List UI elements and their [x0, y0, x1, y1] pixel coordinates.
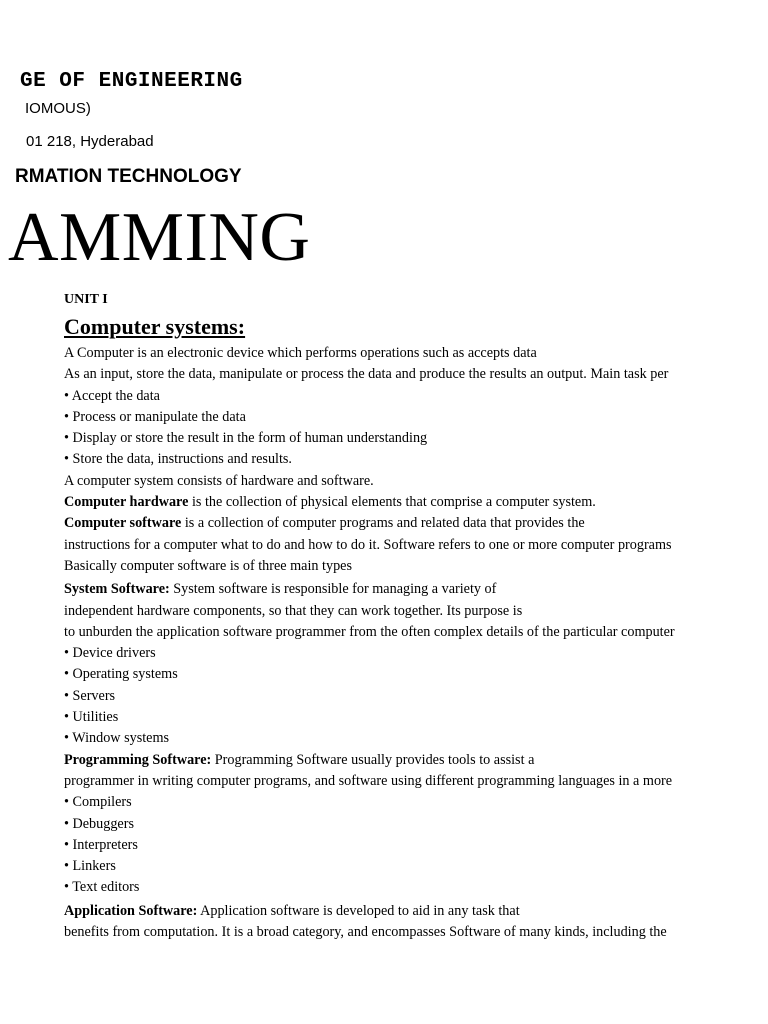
task-item: • Display or store the result in the form of human understanding	[64, 430, 428, 447]
intro-line-2: As an input, store the data, manipulate or process the data and produce the results an output. Main task per	[64, 366, 669, 383]
software-line-3: Basically computer software is of three main types	[64, 557, 352, 574]
system-software-paragraph	[64, 579, 704, 600]
section-heading: Computer systems:	[64, 314, 246, 339]
task-item: • Process or manipulate the data	[64, 408, 246, 425]
system-software-item: • Operating systems	[64, 666, 178, 683]
application-software-term: Application Software:	[64, 902, 198, 919]
hardware-term: Computer hardware	[64, 494, 189, 511]
autonomous-label: IOMOUS)	[25, 100, 91, 117]
college-name: GE OF ENGINEERING	[20, 70, 243, 93]
unit-label: UNIT I	[64, 292, 108, 307]
programming-software-item: • Compilers	[64, 794, 132, 811]
college-address: 01 218, Hyderabad	[26, 133, 154, 150]
hardware-paragraph	[64, 492, 704, 513]
system-software-item: • Servers	[64, 687, 116, 704]
system-software-text: System software is responsible for managing a variety of	[169, 581, 497, 598]
programming-software-text: Programming Software usually provides tools to assist a	[211, 751, 535, 768]
software-paragraph	[64, 513, 704, 534]
intro-line-1: A Computer is an electronic device which performs operations such as accepts data	[64, 345, 537, 361]
task-item: • Store the data, instructions and results.	[64, 451, 292, 468]
subject-title: AMMING	[8, 199, 311, 276]
document-body	[64, 289, 704, 943]
application-software-text: Application software is developed to aid in any task that	[197, 902, 520, 919]
system-software-line-3: to unburden the application software programmer from the often complex details of the particular computer	[64, 623, 675, 640]
software-text: is a collection of computer programs and related data that provides the	[181, 515, 585, 532]
programming-software-item: • Text editors	[64, 879, 140, 896]
software-term: Computer software	[64, 515, 182, 532]
application-software-paragraph	[64, 901, 704, 922]
system-software-item: • Device drivers	[64, 645, 156, 662]
programming-software-term: Programming Software:	[64, 751, 212, 768]
programming-software-line-2: programmer in writing computer programs, and software using different programming languages in a more	[64, 772, 673, 789]
system-software-item: • Utilities	[64, 709, 119, 726]
task-item: • Accept the data	[64, 387, 160, 404]
system-software-term: System Software:	[64, 581, 170, 598]
programming-software-item: • Interpreters	[64, 836, 138, 853]
department-name: RMATION TECHNOLOGY	[15, 166, 242, 187]
consists-line: A computer system consists of hardware and software.	[64, 472, 374, 489]
hardware-text: is the collection of physical elements that comprise a computer system.	[188, 494, 596, 511]
system-software-item: • Window systems	[64, 730, 170, 747]
system-software-line-2: independent hardware components, so that they can work together. Its purpose is	[64, 602, 523, 619]
application-software-line-2: benefits from computation. It is a broad category, and encompasses Software of many kinds, including the	[64, 924, 667, 941]
software-line-2: instructions for a computer what to do and how to do it. Software refers to one or more computer programs	[64, 536, 672, 553]
programming-software-item: • Linkers	[64, 858, 116, 875]
programming-software-paragraph	[64, 750, 704, 771]
programming-software-item: • Debuggers	[64, 815, 134, 832]
